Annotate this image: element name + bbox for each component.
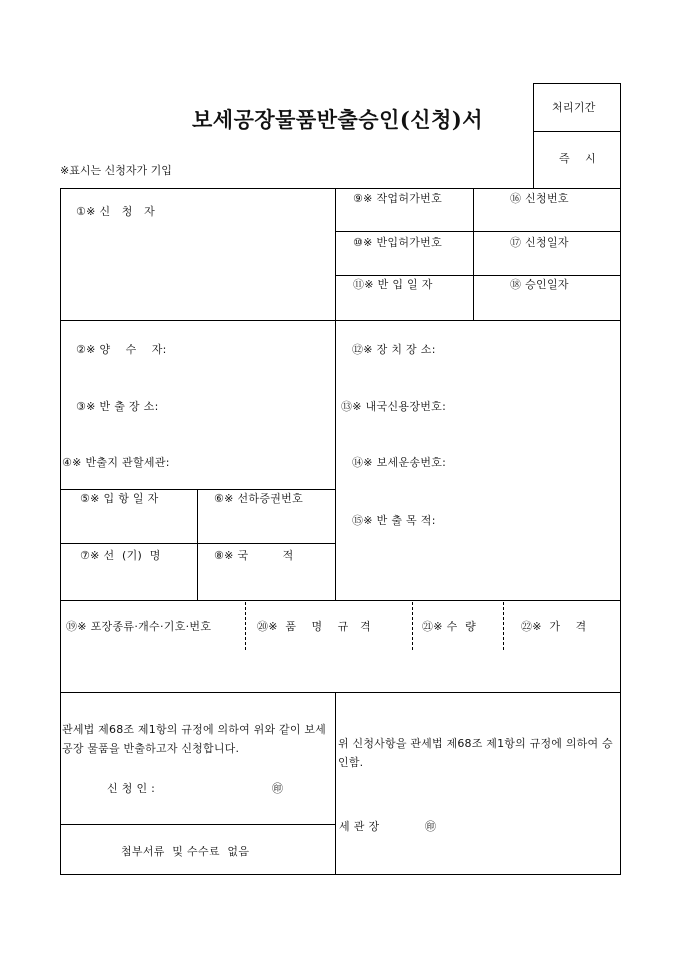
approval-date-label: ⑱ 승인일자 [510, 278, 569, 291]
quantity-header: ㉑※ 수 량 [422, 620, 477, 633]
attachment-note: 첨부서류 및 수수료 없음 [121, 845, 250, 858]
applicant-seal: ㊞ [272, 782, 284, 795]
import-permit-no-label: ⑩※ 반입허가번호 [353, 236, 443, 249]
processing-period-value: 즉 시 [559, 152, 597, 165]
import-date-label: ⑪※ 반 입 일 자 [353, 278, 433, 291]
page-title: 보세공장물품반출승인(신청)서 [192, 107, 484, 132]
carry-out-purpose-label: ⑮※ 반 출 목 적: [352, 514, 436, 527]
carry-out-place-label: ③※ 반 출 장 소: [76, 400, 159, 413]
vessel-name-label: ⑦※ 선 (기) 명 [80, 549, 161, 562]
customs-chief-label: 세 관 장 [339, 820, 380, 833]
bl-no-label: ⑥※ 선하증권번호 [214, 492, 304, 505]
approval-text: 위 신청사항을 관세법 제68조 제1항의 규정에 의하여 승인함. [338, 737, 613, 769]
jurisdiction-customs-label: ④※ 반출지 관할세관: [62, 456, 170, 469]
storage-place-label: ⑫※ 장 치 장 소: [352, 343, 436, 356]
customs-chief-seal: ㊞ [425, 820, 437, 833]
declaration-text: 관세법 제68조 제1항의 규정에 의하여 위와 같이 보세공장 물품을 반출하고자 신청합니다. [62, 723, 326, 755]
declaration-applicant-label: 신 청 인 : [107, 782, 156, 795]
transferee-label: ②※ 양 수 자: [76, 343, 167, 356]
applicant-label: ①※ 신 청 자 [76, 205, 156, 218]
bonded-transport-no-label: ⑭※ 보세운송번호: [352, 456, 447, 469]
processing-period-label: 처리기간 [552, 101, 596, 114]
work-permit-no-label: ⑨※ 작업허가번호 [353, 192, 443, 205]
domestic-lc-no-label: ⑬※ 내국신용장번호: [341, 400, 447, 413]
entry-date-label: ⑤※ 입 항 일 자 [80, 492, 159, 505]
price-header: ㉒※ 가 격 [521, 620, 587, 633]
application-no-label: ⑯ 신청번호 [510, 192, 569, 205]
application-date-label: ⑰ 신청일자 [510, 236, 569, 249]
instruction-note: ※표시는 신청자가 기입 [60, 164, 172, 177]
packing-header: ⑲※ 포장종류·개수·기호·번호 [66, 620, 212, 633]
item-spec-header: ⑳※ 품 명 규 격 [257, 620, 371, 633]
nationality-label: ⑧※ 국 적 [214, 549, 294, 562]
